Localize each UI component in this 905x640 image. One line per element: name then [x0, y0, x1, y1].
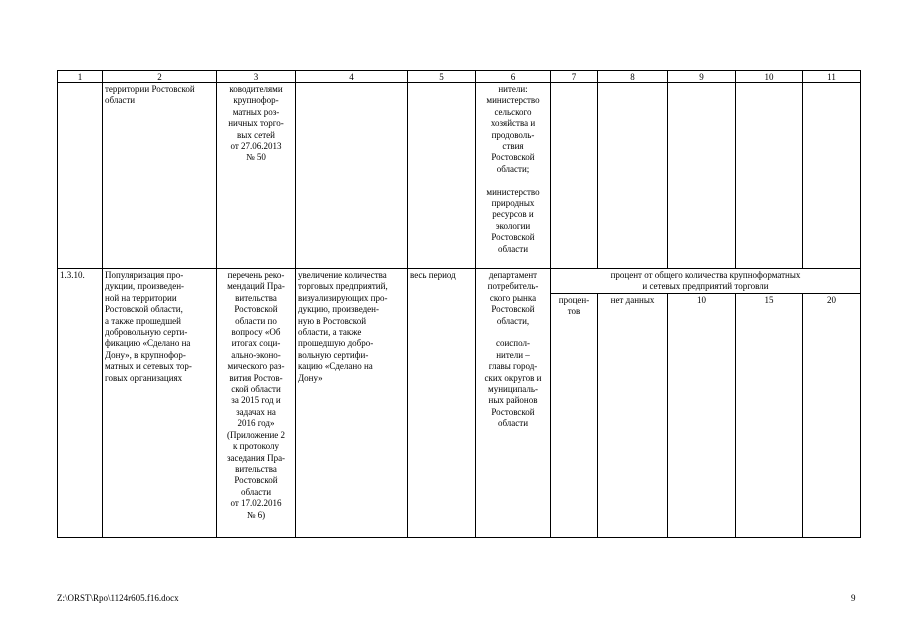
page-number: 9	[851, 593, 856, 603]
column-number: 7	[551, 71, 598, 83]
column-number-row	[58, 71, 861, 83]
document-table	[57, 70, 861, 538]
indicator-name-cell: процент от общего количества крупноформатных и сетевых предприятий торговли	[551, 269, 861, 294]
value-cell: 20	[803, 294, 861, 538]
table-row-continued	[58, 83, 861, 269]
basis-document-cell: ководителями крупнофор- матных роз- ничных торго- вых сетей от 27.06.2013 № 50	[217, 83, 296, 269]
measure-name-cell: Популяризация про- дукции, произведен- ной на территории Ростовской области, а также прошедшей добровольную серти- фикацию «Сделано на Дону», в крупнофор- матных и сетевых тор- говых организациях	[103, 269, 217, 538]
measure-name-cell: территории Ростовской области	[103, 83, 217, 269]
row-number-cell: 1.3.10.	[58, 269, 103, 538]
executor-cell: департамент потребитель- ского рынка Ростовской области, соиспол- нители – главы город- ских округов и муниципаль- ных районов Ростовской области	[476, 269, 551, 538]
column-number: 5	[408, 71, 476, 83]
value-cell: 15	[736, 294, 803, 538]
column-number: 6	[476, 71, 551, 83]
cell-empty	[408, 83, 476, 269]
basis-document-cell: перечень реко- мендаций Пра- вительства Ростовской области по вопросу «Об итогах соци- ально-эконо- мического раз- вития Ростов- ской области за 2015 год и задачах на 2016 год» (Приложение 2 к протоколу заседания Пра- вительства Ростовской области от 17.02.2016 № 6)	[217, 269, 296, 538]
cell-empty	[598, 83, 668, 269]
column-number: 4	[296, 71, 408, 83]
cell-empty	[803, 83, 861, 269]
executor-cell: нители: министерство сельского хозяйства и продоволь- ствия Ростовской области; министерство природных ресурсов и экологии Ростовской области	[476, 83, 551, 269]
column-number: 11	[803, 71, 861, 83]
unit-cell: процен- тов	[551, 294, 598, 538]
column-number: 8	[598, 71, 668, 83]
cell-empty	[736, 83, 803, 269]
column-number: 9	[668, 71, 736, 83]
file-path-footer: Z:\ORST\Rpo\1124r605.f16.docx	[57, 593, 179, 603]
cell-empty	[668, 83, 736, 269]
column-number: 1	[58, 71, 103, 83]
value-cell: нет данных	[598, 294, 668, 538]
expected-result-cell: увеличение количества торговых предприятий, визуализирующих про- дукцию, произведен- ную в Ростовской области, а также прошедшую добро- вольную сертифи- кацию «Сделано на Дону»	[296, 269, 408, 538]
cell-empty	[551, 83, 598, 269]
period-cell: весь период	[408, 269, 476, 538]
column-number: 10	[736, 71, 803, 83]
value-cell: 10	[668, 294, 736, 538]
cell-empty	[296, 83, 408, 269]
column-number: 3	[217, 71, 296, 83]
column-number: 2	[103, 71, 217, 83]
cell-empty	[58, 83, 103, 269]
table-row-1-3-10	[58, 269, 861, 294]
